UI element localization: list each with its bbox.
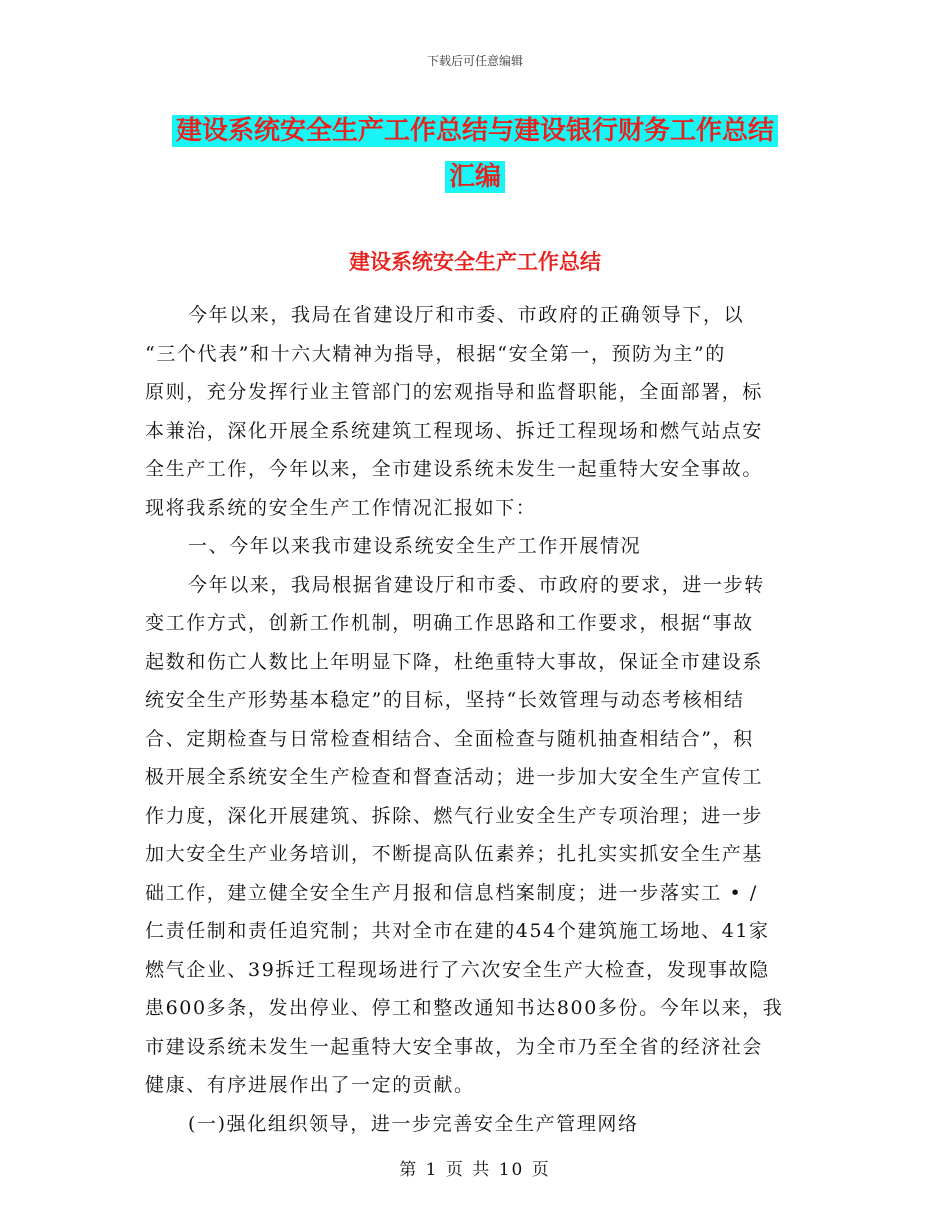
paragraph-line: 统安全生产形势基本稳定”的目标，坚持“长效管理与动态考核相结: [145, 689, 745, 711]
paragraph-line: 加大安全生产业务培训，不断提高队伍素养；扎扎实实抓安全生产基: [145, 843, 764, 865]
paragraph-line: 合、定期检查与日常检查相结合、全面检查与随机抽查相结合”，积: [145, 727, 754, 750]
paragraph-line: “三个代表”和十六大精神为指导，根据“安全第一，预防为主”的: [145, 342, 726, 365]
paragraph-line: 今年以来，我局在省建设厅和市委、市政府的正确领导下，以: [188, 304, 745, 326]
body-text: [145, 296, 810, 1143]
subheading-line: (一)强化组织领导，进一步完善安全生产管理网络: [188, 1112, 639, 1135]
paragraph-line: 市建设系统未发生一起重特大安全事故，为全市乃至全省的经济社会: [145, 1035, 764, 1058]
page-footer: 第 1 页 共 10 页: [399, 1160, 551, 1180]
section-title: 建设系统安全生产工作总结: [349, 249, 601, 274]
paragraph-line: 健康、有序进展作出了一定的贡献。: [145, 1074, 475, 1096]
document-title: [0, 108, 950, 200]
heading-line: 一、今年以来我市建设系统安全生产工作开展情况: [188, 535, 642, 557]
paragraph-line: 今年以来，我局根据省建设厅和市委、市政府的要求，进一步转: [188, 573, 765, 596]
paragraph-line: 变工作方式，创新工作机制，明确工作思路和工作要求，根据“事故: [145, 612, 754, 634]
paragraph-line: 现将我系统的安全生产工作情况汇报如下：: [145, 496, 537, 519]
paragraph-line: 础工作，建立健全安全生产月报和信息档案制度；进一步落实工 • /: [145, 881, 758, 904]
paragraph-line: 作力度，深化开展建筑、拆除、燃气行业安全生产专项治理；进一步: [145, 804, 764, 827]
paragraph-line: 全生产工作，今年以来，全市建设系统未发生一起重特大安全事故。: [145, 458, 764, 480]
paragraph-line: 极开展全系统安全生产检查和督查活动；进一步加大安全生产宣传工: [145, 766, 764, 788]
paragraph-line: 燃气企业、39拆迁工程现场进行了六次安全生产大检查，发现事故隐: [145, 958, 770, 981]
paragraph-line: 患600多条，发出停业、停工和整改通知书达800多份。今年以来，我: [145, 997, 784, 1019]
paragraph-line: 起数和伤亡人数比上年明显下降，杜绝重特大事故，保证全市建设系: [145, 650, 764, 673]
paragraph-line: 仁责任制和责任追究制；共对全市在建的454个建筑施工场地、41家: [145, 920, 770, 942]
document-title-line-1: 建设系统安全生产工作总结与建设银行财务工作总结: [172, 115, 778, 147]
document-title-line-2: 汇编: [445, 161, 505, 193]
header-note: 下载后可任意编辑: [426, 54, 523, 68]
paragraph-line: 原则，充分发挥行业主管部门的宏观指导和监督职能，全面部署，标: [145, 381, 764, 403]
paragraph-line: 本兼治，深化开展全系统建筑工程现场、拆迁工程现场和燃气站点安: [145, 419, 764, 442]
